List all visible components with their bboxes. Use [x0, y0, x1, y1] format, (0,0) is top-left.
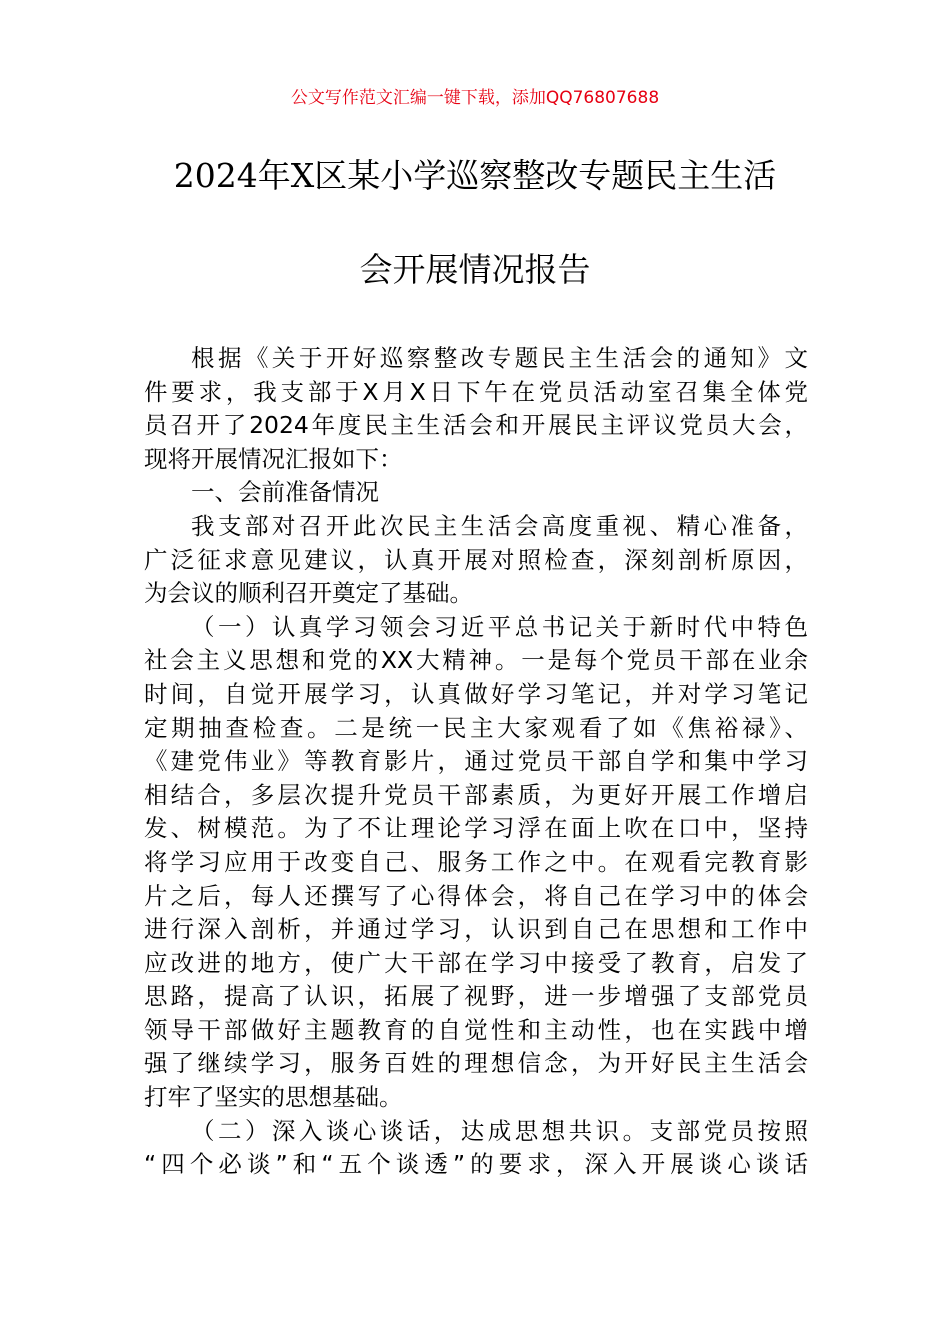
- body-line: 社会主义思想和党的XX大精神。一是每个党员干部在业余: [144, 646, 808, 675]
- body-line: 件要求，我支部于X月X日下午在党员活动室召集全体党: [144, 377, 808, 406]
- header-note: 公文写作范文汇编一键下载，添加QQ76807688: [290, 88, 660, 108]
- body-line: （一）认真学习领会习近平总书记关于新时代中特色: [191, 612, 808, 641]
- body-line: 应改进的地方，使广大干部在学习中接受了教育，启发了: [144, 948, 808, 977]
- body-line: 相结合，多层次提升党员干部素质，为更好开展工作增启: [144, 780, 808, 809]
- body-line: “四个必谈”和“五个谈透”的要求，深入开展谈心谈话: [144, 1150, 808, 1179]
- body-line: 领导干部做好主题教育的自觉性和主动性，也在实践中增: [144, 1015, 808, 1044]
- body-line: 广泛征求意见建议，认真开展对照检查，深刻剖析原因，: [144, 545, 808, 574]
- document-title-line-1: 2024年X区某小学巡察整改专题民主生活: [173, 156, 777, 195]
- document-body: [144, 342, 808, 1182]
- body-line: 一、会前准备情况: [191, 478, 379, 507]
- body-line: 我支部对召开此次民主生活会高度重视、精心准备，: [191, 511, 808, 540]
- document-title-line-2: 会开展情况报告: [359, 250, 591, 289]
- body-line: 思路，提高了认识，拓展了视野，进一步增强了支部党员: [144, 982, 808, 1011]
- body-line: 定期抽查检查。二是统一民主大家观看了如《焦裕禄》、: [144, 713, 808, 742]
- body-line: 《建党伟业》等教育影片，通过党员干部自学和集中学习: [144, 747, 808, 776]
- body-line: 发、树模范。为了不让理论学习浮在面上吹在口中，坚持: [144, 814, 808, 843]
- body-line: （二）深入谈心谈话，达成思想共识。支部党员按照: [191, 1116, 808, 1145]
- body-line: 为会议的顺利召开奠定了基础。: [144, 579, 473, 608]
- body-line: 时间，自觉开展学习，认真做好学习笔记，并对学习笔记: [144, 679, 808, 708]
- body-line: 现将开展情况汇报如下：: [144, 444, 403, 473]
- body-line: 根据《关于开好巡察整改专题民主生活会的通知》文: [191, 344, 808, 372]
- body-line: 打牢了坚实的思想基础。: [144, 1083, 403, 1112]
- body-line: 进行深入剖析，并通过学习，认识到自己在思想和工作中: [144, 915, 808, 944]
- body-line: 将学习应用于改变自己、服务工作之中。在观看完教育影: [144, 847, 808, 876]
- body-line: 员召开了2024年度民主生活会和开展民主评议党员大会，: [144, 411, 808, 440]
- body-line: 片之后，每人还撰写了心得体会，将自己在学习中的体会: [144, 881, 808, 910]
- body-line: 强了继续学习，服务百姓的理想信念，为开好民主生活会: [144, 1049, 808, 1078]
